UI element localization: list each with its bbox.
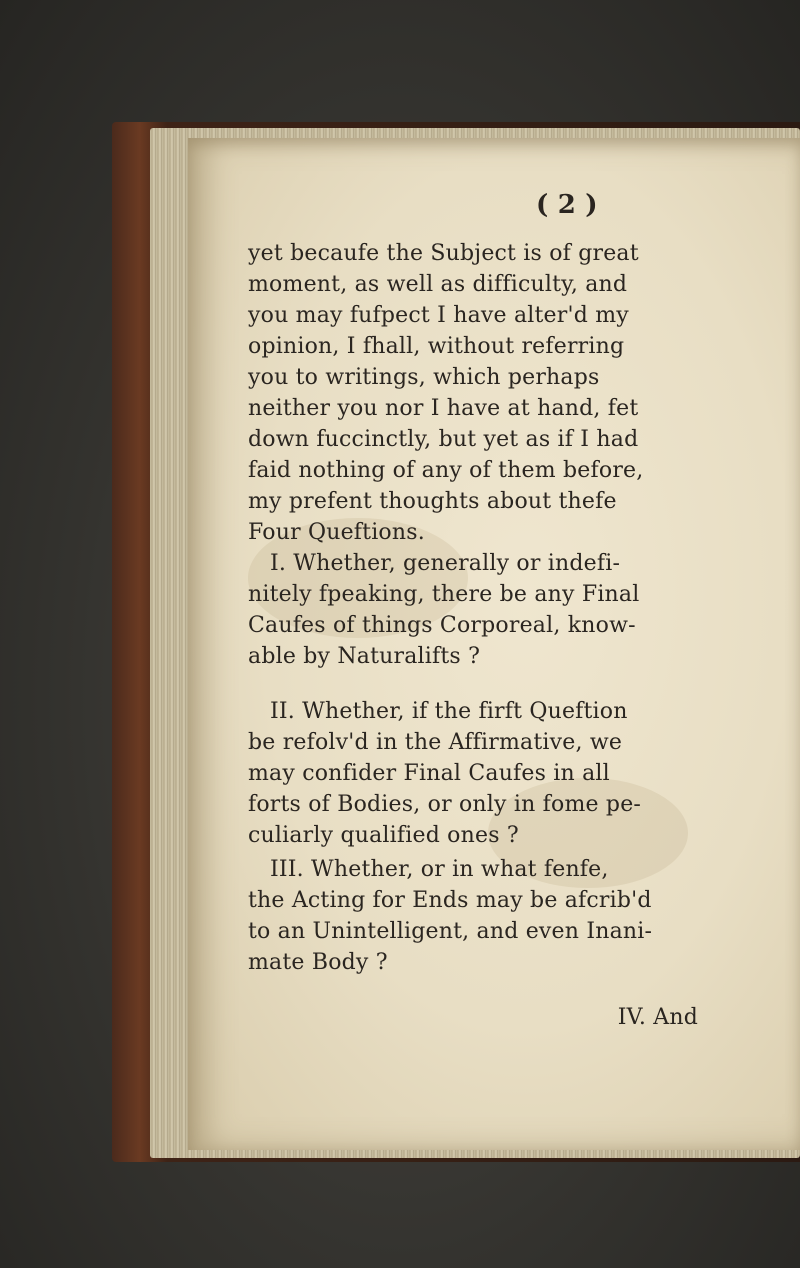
text-line: nitely fpeaking, there be any Final — [248, 582, 640, 607]
text-line: mate Body ? — [248, 950, 388, 975]
text-line: down fuccinctly, but yet as if I had — [248, 427, 639, 452]
text-line: may confider Final Caufes in all — [248, 761, 610, 786]
text-line: moment, as well as difficulty, and — [248, 272, 628, 297]
text-line: you to writings, which perhaps — [248, 365, 600, 390]
text-line: Caufes of things Corporeal, know- — [248, 613, 636, 638]
page-number: ( 2 ) — [536, 190, 598, 220]
paragraph-question-3 — [248, 854, 768, 978]
catchword: IV. And — [617, 1005, 698, 1030]
text-line: able by Naturalifts ? — [248, 644, 481, 669]
text-line: faid nothing of any of them before, — [248, 458, 644, 483]
text-line: my prefent thoughts about thefe — [248, 489, 617, 514]
text-line: to an Unintelligent, and even Inani- — [248, 919, 653, 944]
text-line: you may fufpect I have alter'd my — [248, 303, 629, 328]
text-line: culiarly qualified ones ? — [248, 823, 519, 848]
paragraph-question-1 — [248, 548, 768, 672]
text-line: III. Whether, or in what fenfe, — [270, 857, 609, 882]
paragraph-intro — [248, 238, 768, 548]
text-line: be refolv'd in the Affirmative, we — [248, 730, 623, 755]
text-line: II. Whether, if the firft Queftion — [270, 699, 628, 724]
text-line: the Acting for Ends may be afcrib'd — [248, 888, 652, 913]
text-line: yet becaufe the Subject is of great — [248, 241, 639, 266]
text-line: I. Whether, generally or indefi- — [270, 551, 621, 576]
text-line: Four Queftions. — [248, 520, 425, 545]
text-line: neither you nor I have at hand, fet — [248, 396, 639, 421]
paragraph-question-2 — [248, 696, 768, 851]
text-line: opinion, I fhall, without referring — [248, 334, 625, 359]
text-line: forts of Bodies, or only in fome pe- — [248, 792, 642, 817]
